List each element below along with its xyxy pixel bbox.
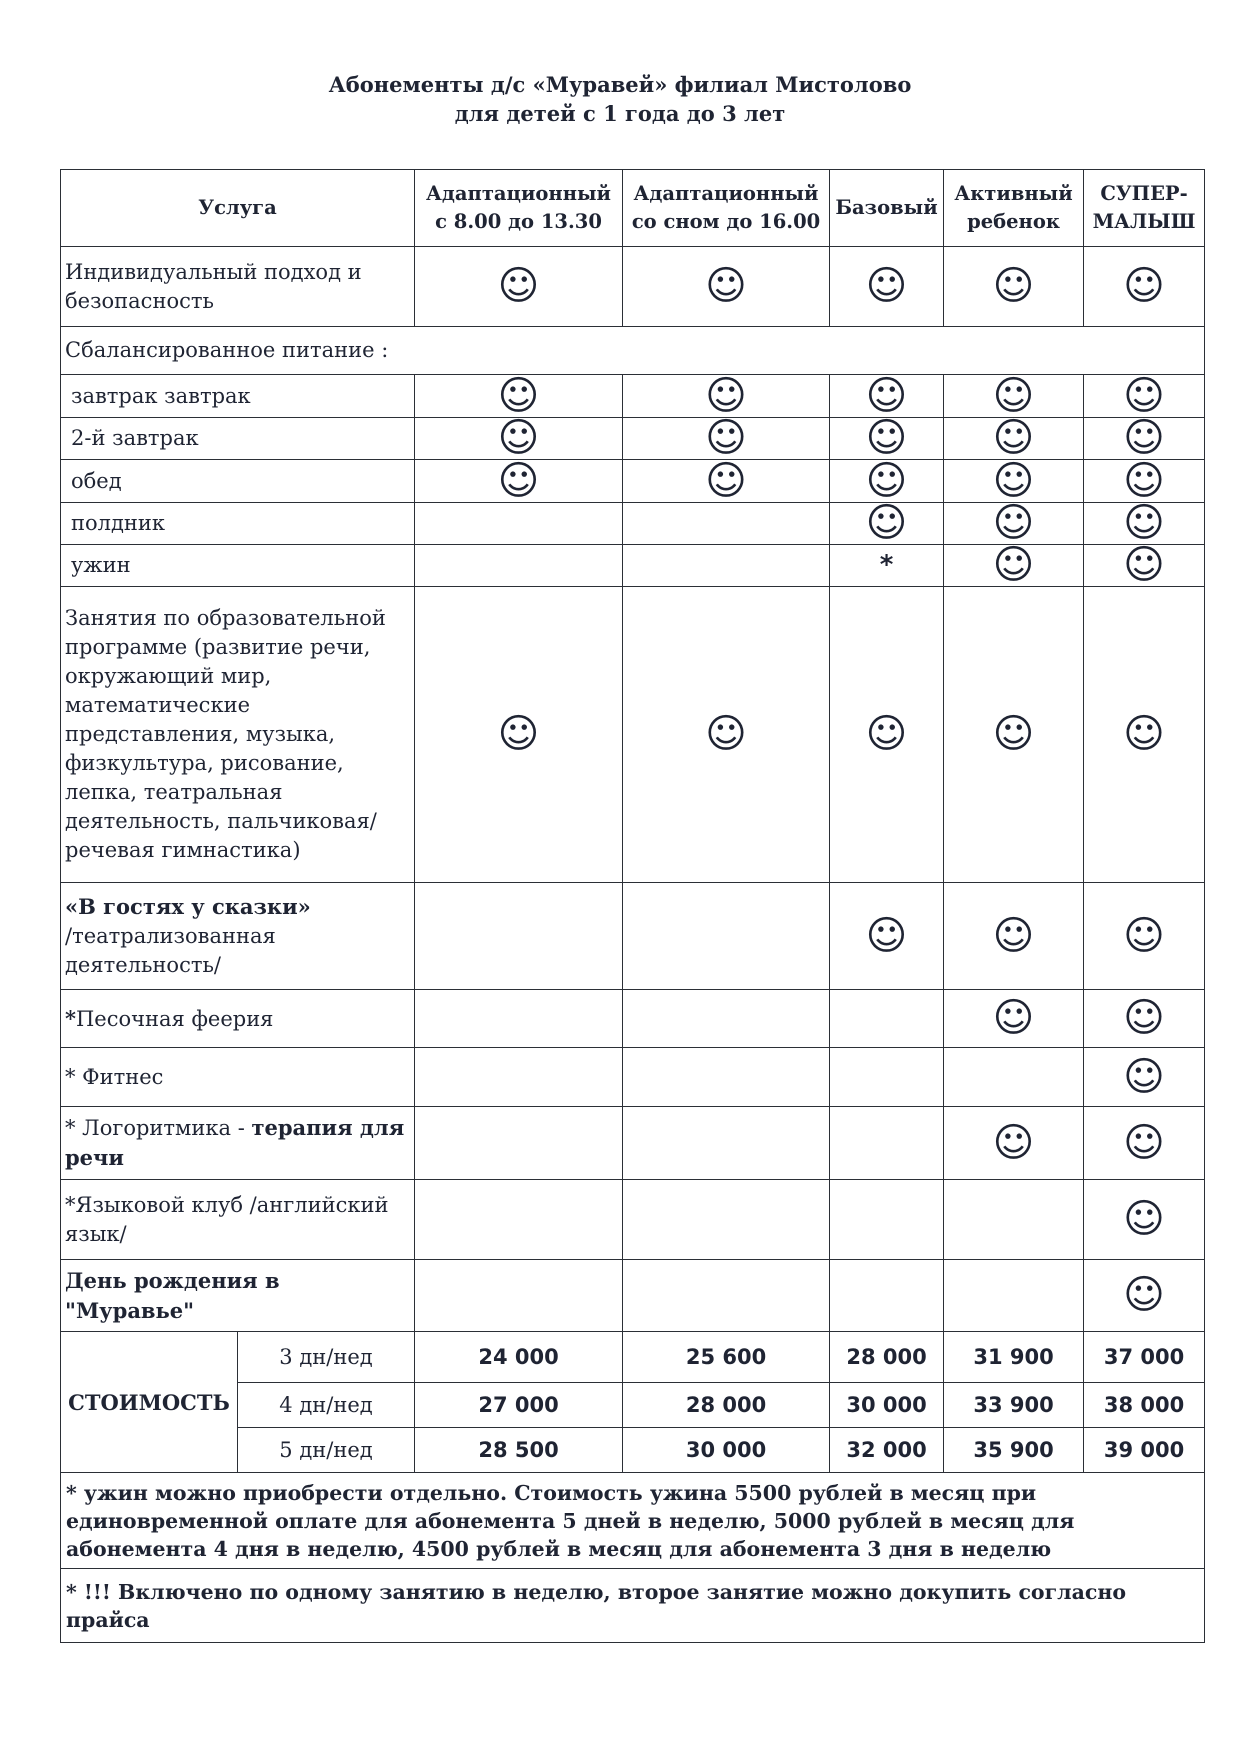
- table-row: [61, 1260, 1205, 1332]
- note-dinner: * ужин можно приобрести отдельно. Стоимость ужина 5500 рублей в месяц при единовременной оплате для абонемента 5 дней в неделю, 5000 рублей в месяц для абонемента 4 дня в неделю, 4500 рублей в месяц для абонемента 3 дня в неделю: [61, 1473, 1205, 1569]
- smile-icon: ☺: [992, 372, 1035, 419]
- smile-icon: ☺: [992, 542, 1035, 588]
- cost-label: СТОИМОСТЬ: [61, 1332, 238, 1473]
- price: 31 900: [944, 1332, 1084, 1383]
- days-4: 4 дн/нед: [238, 1383, 415, 1428]
- smile-icon: ☺: [1123, 1196, 1165, 1242]
- price: 32 000: [830, 1428, 944, 1473]
- smile-icon: ☺: [992, 912, 1035, 959]
- smile-icon: ☺: [497, 263, 540, 309]
- smile-icon: ☺: [865, 372, 908, 419]
- smile-icon: ☺: [497, 415, 540, 461]
- price: 28 500: [415, 1428, 623, 1473]
- price: 37 000: [1084, 1332, 1205, 1383]
- price: 24 000: [415, 1332, 623, 1383]
- smile-icon: ☺: [865, 500, 908, 546]
- table-row: [61, 460, 1205, 503]
- smile-icon: ☺: [1123, 457, 1165, 504]
- row-fairy-tale: [61, 883, 415, 990]
- header-active-child: Активный ребенок: [944, 170, 1084, 247]
- smile-icon: ☺: [1123, 995, 1165, 1041]
- price: 27 000: [415, 1383, 623, 1428]
- title-line-1: Абонементы д/с «Муравей» филиал Мистолово: [328, 72, 912, 97]
- row-snack: полдник: [61, 503, 415, 545]
- row-individual: Индивидуальный подход и безопасность: [61, 247, 415, 327]
- smile-icon: ☺: [992, 1119, 1035, 1166]
- smile-icon: ☺: [1123, 372, 1165, 419]
- smile-icon: ☺: [497, 711, 540, 757]
- table-row: [61, 1048, 1205, 1107]
- smile-icon: ☺: [865, 711, 908, 757]
- table-row: [61, 545, 1205, 587]
- asterisk-icon: *: [879, 549, 894, 580]
- header-adaptation-1: Адаптационный с 8.00 до 13.30: [415, 170, 623, 247]
- days-5: 5 дн/нед: [238, 1428, 415, 1473]
- row-dinner: ужин: [61, 545, 415, 587]
- header-row: [61, 170, 1205, 247]
- note-row: [61, 1569, 1205, 1643]
- table-row: [61, 1180, 1205, 1260]
- table-row: [61, 990, 1205, 1048]
- smile-icon: ☺: [1123, 542, 1165, 588]
- smile-icon: ☺: [865, 263, 908, 309]
- smile-icon: ☺: [992, 995, 1035, 1041]
- row-classes: Занятия по образовательной программе (развитие речи, окружающий мир, математические представления, музыка, физкультура, рисование, лепка, театральная деятельность, пальчиковая/речевая гимнастика): [61, 587, 415, 883]
- row-language-club: *Языковой клуб /английский язык/: [61, 1180, 415, 1260]
- table-row: [61, 883, 1205, 990]
- table-row: [61, 247, 1205, 327]
- smile-icon: ☺: [1123, 263, 1165, 309]
- price: 25 600: [623, 1332, 830, 1383]
- smile-icon: ☺: [1123, 1119, 1165, 1166]
- smile-icon: ☺: [1123, 500, 1165, 546]
- price: 38 000: [1084, 1383, 1205, 1428]
- price: 30 000: [623, 1428, 830, 1473]
- row-birthday: День рождения в "Муравье": [61, 1260, 415, 1332]
- smile-icon: ☺: [1123, 415, 1165, 461]
- price: 39 000: [1084, 1428, 1205, 1473]
- row-lunch: обед: [61, 460, 415, 503]
- note-included: * !!! Включено по одному занятию в неделю, второе занятие можно докупить согласно прайса: [61, 1569, 1205, 1643]
- fairy-tale-title: «В гостях у сказки»: [65, 894, 311, 919]
- note-row: [61, 1473, 1205, 1569]
- row-sand: *Песочная феерия: [61, 990, 415, 1048]
- smile-icon: ☺: [865, 912, 908, 959]
- price: 28 000: [830, 1332, 944, 1383]
- row-breakfast: завтрак завтрак: [61, 375, 415, 418]
- table-row: [61, 1107, 1205, 1180]
- days-3: 3 дн/нед: [238, 1332, 415, 1383]
- table-row: [61, 418, 1205, 460]
- smile-icon: ☺: [992, 415, 1035, 461]
- cost-row-3: [61, 1332, 1205, 1383]
- smile-icon: ☺: [992, 711, 1035, 757]
- price: 28 000: [623, 1383, 830, 1428]
- smile-icon: ☺: [1123, 1053, 1165, 1100]
- price: 30 000: [830, 1383, 944, 1428]
- smile-icon: ☺: [705, 372, 747, 419]
- smile-icon: ☺: [1123, 912, 1165, 959]
- header-basic: Базовый: [830, 170, 944, 247]
- smile-icon: ☺: [705, 711, 747, 757]
- table-row: [61, 587, 1205, 883]
- header-adaptation-2: Адаптационный со сном до 16.00: [623, 170, 830, 247]
- smile-icon: ☺: [1123, 1272, 1165, 1318]
- document-title: [0, 70, 1240, 128]
- smile-icon: ☺: [705, 263, 747, 309]
- smile-icon: ☺: [992, 500, 1035, 546]
- table-row: [61, 503, 1205, 545]
- price: 35 900: [944, 1428, 1084, 1473]
- fairy-tale-subtitle: /театрализованная деятельность/: [65, 924, 276, 977]
- smile-icon: ☺: [992, 457, 1035, 504]
- table-row: [61, 375, 1205, 418]
- table-row: [61, 327, 1205, 375]
- row-second-breakfast: 2-й завтрак: [61, 418, 415, 460]
- row-logorhythmics: * Логоритмика - терапия для речи: [61, 1107, 415, 1180]
- title-line-2: для детей с 1 года до 3 лет: [454, 101, 786, 126]
- smile-icon: ☺: [497, 457, 540, 504]
- smile-icon: ☺: [705, 415, 747, 461]
- row-fitness: * Фитнес: [61, 1048, 415, 1107]
- smile-icon: ☺: [992, 263, 1035, 309]
- smile-icon: ☺: [705, 457, 747, 504]
- smile-icon: ☺: [497, 372, 540, 419]
- header-super-baby: СУПЕР- МАЛЫШ: [1084, 170, 1205, 247]
- row-nutrition: Сбалансированное питание :: [61, 327, 1205, 375]
- smile-icon: ☺: [865, 457, 908, 504]
- smile-icon: ☺: [1123, 711, 1165, 757]
- price: 33 900: [944, 1383, 1084, 1428]
- subscription-table: [60, 169, 1205, 1643]
- header-service: Услуга: [61, 170, 415, 247]
- smile-icon: ☺: [865, 415, 908, 461]
